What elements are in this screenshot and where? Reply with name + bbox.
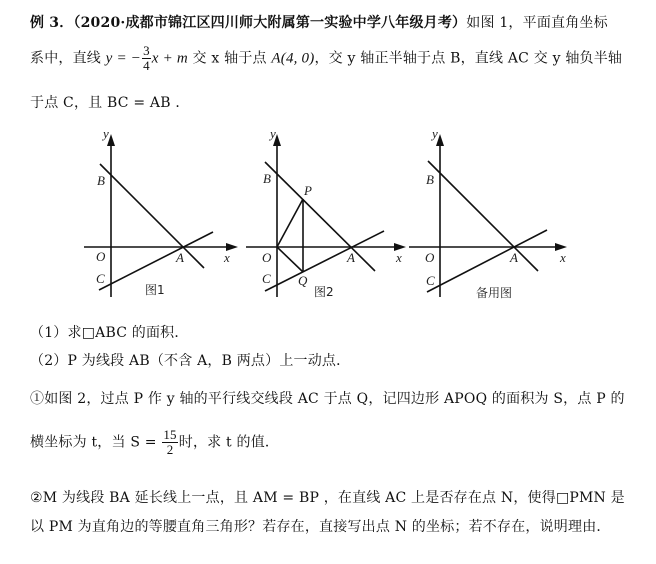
frac-den: 2 [166, 442, 174, 457]
x-axis-label: x [560, 250, 566, 265]
point-a-label: A [510, 250, 518, 265]
figure-1 [70, 120, 250, 305]
point-c-label: C [262, 271, 271, 286]
problem-intro: 如图 1，平面直角坐标 [466, 15, 608, 31]
question-2-part-1-line-1: ①如图 2，过点 P 作 y 轴的平行线交线段 AC 于点 Q，记四边形 APOQ 的面积为 S，点 P 的 [30, 391, 625, 407]
question-2-part-1-line-2 [30, 428, 279, 457]
frac-num: 15 [163, 427, 177, 442]
problem-line-2 [30, 44, 622, 73]
point-q-label: Q [298, 273, 308, 288]
fraction-three-quarters [142, 44, 151, 73]
text-segment: 横坐标为 t，当 S = [30, 434, 162, 451]
point-a-coords: A(4, 0) [271, 50, 315, 67]
origin-label: O [425, 250, 435, 265]
point-b-label: B [426, 172, 434, 187]
point-p-label: P [304, 183, 312, 198]
y-axis-label: y [270, 126, 276, 141]
frac-num: 3 [143, 43, 150, 58]
point-c-label: C [426, 273, 435, 288]
point-b-label: B [263, 171, 271, 186]
text-segment: ，交 y 轴正半轴于点 B，直线 AC 交 y 轴负半轴 [314, 50, 623, 67]
problem-line-3: 于点 C，且 BC = AB ． [30, 95, 190, 111]
question-2: （2）P 为线段 AB（不含 A，B 两点）上一动点． [30, 353, 351, 369]
point-a-label: A [176, 250, 184, 265]
x-axis-label: x [396, 250, 402, 265]
figure-2 [240, 120, 420, 305]
point-c-label: C [96, 271, 105, 286]
figure-caption: 备用图 [476, 286, 513, 300]
y-axis-label: y [103, 126, 109, 141]
text-segment: 时，求 t 的值． [178, 434, 280, 451]
frac-den: 4 [143, 58, 150, 73]
figure-spare [400, 120, 590, 305]
problem-header: 例 3．（2020·成都市锦江区四川师大附属第一实验中学八年级月考） [30, 15, 467, 31]
figure-caption: 图2 [314, 285, 334, 299]
equation-rhs: x + m [151, 50, 188, 67]
text-segment: 系中，直线 [30, 50, 101, 67]
origin-label: O [262, 250, 272, 265]
origin-label: O [96, 249, 106, 264]
question-2-part-2-line-2: 以 PM 为直角边的等腰直角三角形？若存在，直接写出点 N 的坐标；若不存在，说明理由． [30, 519, 611, 535]
x-axis-label: x [224, 250, 230, 265]
figure-caption: 图1 [145, 283, 165, 297]
point-a-label: A [347, 250, 355, 265]
problem-line-1 [30, 12, 608, 32]
y-axis-label: y [432, 126, 438, 141]
question-2-part-2-line-1: ②M 为线段 BA 延长线上一点，且 AM = BP ，在直线 AC 上是否存在点 N，使得□PMN 是 [30, 490, 625, 506]
text-segment: 交 x 轴于点 [187, 50, 272, 67]
fraction-fifteen-halves [162, 428, 177, 457]
equation-lhs: y = − [105, 50, 142, 67]
question-1: （1）求□ABC 的面积． [30, 325, 189, 341]
point-b-label: B [97, 173, 105, 188]
